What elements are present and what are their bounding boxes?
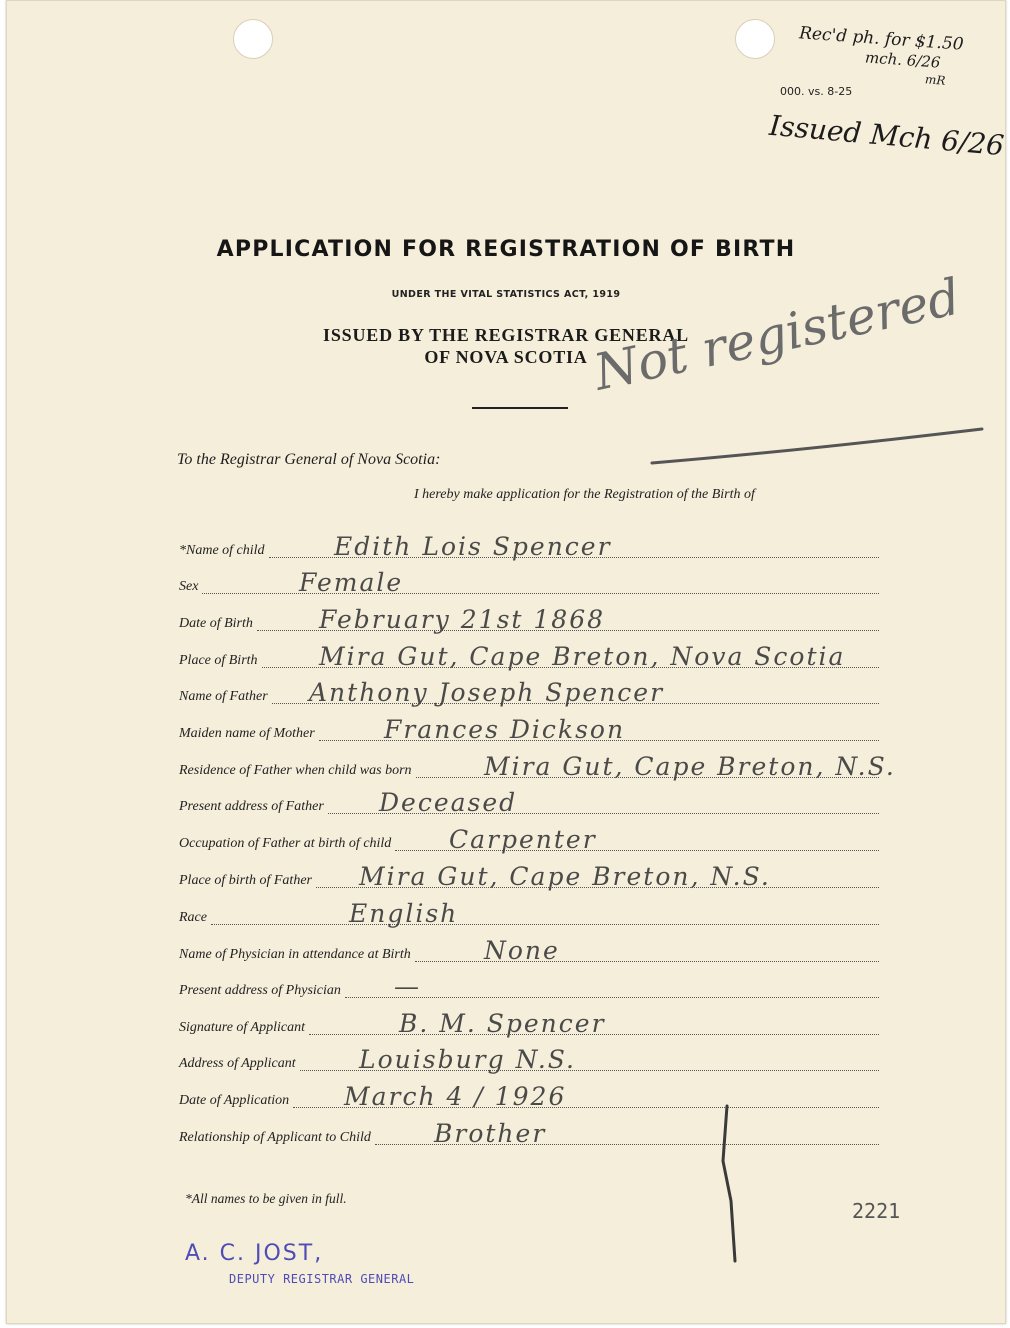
field-label: Date of Birth xyxy=(179,616,253,631)
pencil-stroke xyxy=(647,421,987,471)
field-value: Deceased xyxy=(379,788,518,817)
field-row xyxy=(179,1008,879,1040)
form-title: APPLICATION FOR REGISTRATION OF BIRTH xyxy=(216,237,796,262)
field-row xyxy=(179,714,879,746)
field-row xyxy=(179,861,879,893)
field-row xyxy=(179,1118,879,1150)
field-row xyxy=(179,787,879,819)
field-value: Mira Gut, Cape Breton, N.S. xyxy=(484,752,896,781)
field-label: Residence of Father when child was born xyxy=(179,763,412,778)
field-value: Anthony Joseph Spencer xyxy=(309,678,665,707)
field-value: Frances Dickson xyxy=(384,715,626,744)
field-row xyxy=(179,531,879,563)
field-label: Present address of Father xyxy=(179,799,324,814)
field-row xyxy=(179,1081,879,1113)
divider xyxy=(472,407,568,409)
field-underline xyxy=(211,924,879,925)
footnote: *All names to be given in full. xyxy=(185,1191,347,1206)
field-value: Edith Lois Spencer xyxy=(334,532,612,561)
field-label: Date of Application xyxy=(179,1093,290,1108)
field-label: Name of Father xyxy=(179,689,268,704)
issuer-line-1: ISSUED BY THE REGISTRAR GENERAL xyxy=(323,325,689,345)
field-value: Brother xyxy=(434,1119,547,1148)
field-label: Address of Applicant xyxy=(179,1056,296,1071)
stamp-title: DEPUTY REGISTRAR GENERAL xyxy=(229,1272,415,1286)
field-label: Relationship of Applicant to Child xyxy=(179,1130,371,1145)
field-row xyxy=(179,677,879,709)
field-label: Name of Physician in attendance at Birth xyxy=(179,947,411,962)
field-value: B. M. Spencer xyxy=(399,1009,606,1038)
field-row xyxy=(179,971,879,1003)
field-label: Signature of Applicant xyxy=(179,1020,305,1035)
field-label: Place of birth of Father xyxy=(179,873,312,888)
field-row xyxy=(179,824,879,856)
field-value: February 21st 1868 xyxy=(319,605,606,634)
pencil-mark xyxy=(707,1101,747,1271)
field-label: Maiden name of Mother xyxy=(179,726,315,741)
field-value: Louisburg N.S. xyxy=(359,1045,576,1074)
handwritten-issued-note: Issued Mch 6/26 xyxy=(768,108,1006,163)
field-value: Mira Gut, Cape Breton, N.S. xyxy=(359,862,771,891)
field-row xyxy=(179,641,879,673)
field-value: March 4 / 1926 xyxy=(344,1082,567,1111)
not-registered-annotation: Not registered xyxy=(589,267,966,402)
field-row xyxy=(179,567,879,599)
field-label: Occupation of Father at birth of child xyxy=(179,836,392,851)
addressee: To the Registrar General of Nova Scotia: xyxy=(177,451,441,468)
handwritten-initials: mR xyxy=(924,72,946,88)
field-value: English xyxy=(349,899,459,928)
field-value: Carpenter xyxy=(449,825,597,854)
field-row xyxy=(179,604,879,636)
punch-hole xyxy=(735,19,775,59)
handwritten-note: Rec'd ph. for $1.50 xyxy=(798,23,965,55)
field-label: Race xyxy=(179,910,207,925)
stamp-name: A. C. JOST, xyxy=(185,1241,324,1266)
field-row xyxy=(179,751,896,783)
birth-registration-form xyxy=(6,0,1006,1324)
field-value: Female xyxy=(299,568,404,597)
intro-text: I hereby make application for the Registration of the Birth of xyxy=(414,487,755,502)
field-value: None xyxy=(484,936,560,965)
handwritten-note: mch. 6/26 xyxy=(864,48,942,72)
field-row xyxy=(179,935,879,967)
field-row xyxy=(179,898,879,930)
field-row xyxy=(179,1044,879,1076)
field-label: Present address of Physician xyxy=(179,983,341,998)
form-subtitle: UNDER THE VITAL STATISTICS ACT, 1919 xyxy=(391,289,621,300)
document-number: 2221 xyxy=(852,1199,901,1223)
field-value: — xyxy=(394,972,421,1001)
field-label: *Name of child xyxy=(179,543,265,558)
field-label: Sex xyxy=(179,579,199,594)
field-underline xyxy=(345,997,879,998)
field-label: Place of Birth xyxy=(179,653,258,668)
issuer-line-2: OF NOVA SCOTIA xyxy=(424,347,588,367)
punch-hole xyxy=(233,19,273,59)
form-number: 000. vs. 8-25 xyxy=(780,85,853,98)
field-value: Mira Gut, Cape Breton, Nova Scotia xyxy=(319,642,846,671)
